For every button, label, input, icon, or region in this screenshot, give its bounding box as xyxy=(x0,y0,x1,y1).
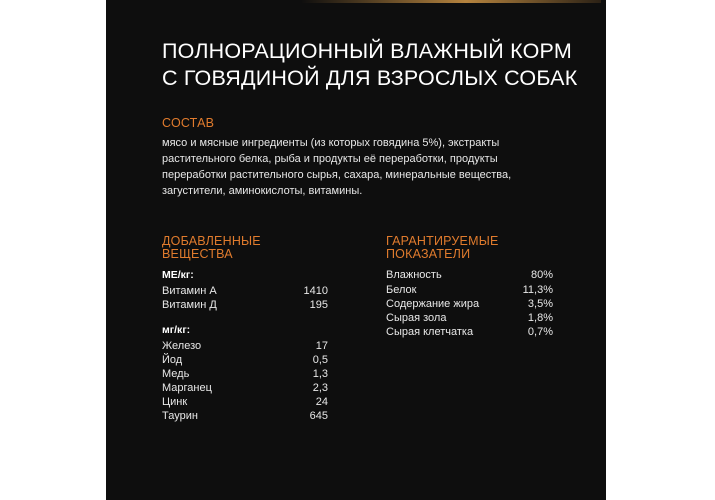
indicator-name: Белок xyxy=(386,284,417,296)
guaranteed-heading-line-2: ПОКАЗАТЕЛИ xyxy=(386,247,471,261)
additive-value: 1,3 xyxy=(312,368,328,380)
additives-heading-line-2: ВЕЩЕСТВА xyxy=(162,247,233,261)
indicator-value: 3,5% xyxy=(527,298,553,310)
additive-name: Железо xyxy=(162,340,202,352)
indicator-name: Сырая клетчатка xyxy=(386,326,474,338)
indicator-value: 0,7% xyxy=(527,326,553,338)
additive-value: 2,3 xyxy=(312,382,328,394)
composition-text: мясо и мясные ингредиенты (из которых говядина 5%), экстракты растительного белка, рыба и продукты её переработки, продукты переработки растительного сырья, сахара, минеральные вещества, загустители, аминокислоты, витамины. xyxy=(162,137,512,197)
guaranteed-heading-line-1: ГАРАНТИРУЕМЫЕ xyxy=(386,234,499,248)
additive-name: Марганец xyxy=(162,382,212,394)
additives-heading-line-1: ДОБАВЛЕННЫЕ xyxy=(162,234,261,248)
indicator-value: 1,8% xyxy=(527,312,553,324)
additives-unit-mg: мг/кг: xyxy=(162,324,191,336)
additive-value: 195 xyxy=(309,299,328,311)
guaranteed-heading xyxy=(386,235,499,261)
product-info-panel xyxy=(106,0,606,500)
additive-name: Цинк xyxy=(162,396,188,408)
additives-unit-iu: МЕ/кг: xyxy=(162,269,194,281)
additive-value: 24 xyxy=(315,396,328,408)
additive-value: 1410 xyxy=(303,285,328,297)
indicator-name: Влажность xyxy=(386,269,442,281)
additive-name: Витамин А xyxy=(162,285,217,297)
additives-heading xyxy=(162,235,261,261)
indicator-name: Содержание жира xyxy=(386,298,480,310)
additive-name: Таурин xyxy=(162,410,198,422)
composition-heading: СОСТАВ xyxy=(162,116,215,130)
indicator-value: 11,3% xyxy=(522,284,553,296)
indicator-name: Сырая зола xyxy=(386,312,447,324)
additive-name: Йод xyxy=(162,354,183,366)
additive-name: Витамин Д xyxy=(162,299,217,311)
additive-value: 17 xyxy=(315,340,328,352)
additive-name: Медь xyxy=(162,368,190,380)
additive-value: 0,5 xyxy=(312,354,328,366)
indicator-value: 80% xyxy=(530,269,553,281)
title-line-2: С ГОВЯДИНОЙ ДЛЯ ВЗРОСЛЫХ СОБАК xyxy=(162,66,578,90)
additive-value: 645 xyxy=(309,410,328,422)
product-title xyxy=(162,38,582,92)
title-line-1: ПОЛНОРАЦИОННЫЙ ВЛАЖНЫЙ КОРМ xyxy=(162,39,572,63)
top-light-accent xyxy=(301,0,601,3)
